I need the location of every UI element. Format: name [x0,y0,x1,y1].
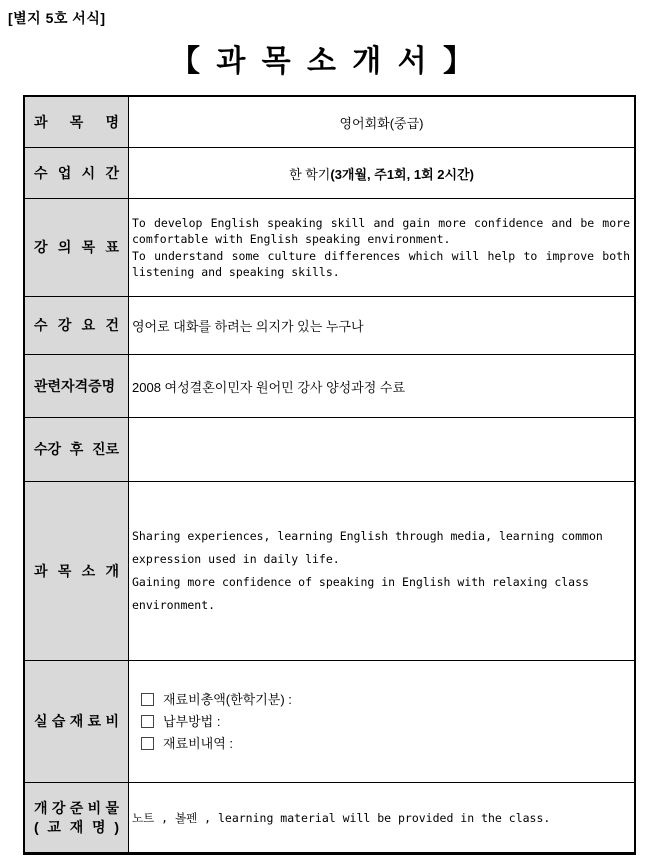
header-cell [25,418,129,481]
course-intro-line: environment. [132,598,216,612]
lecture-goal-line: To develop English speaking skill and gain more confidence and be more [132,215,630,230]
header-cell [25,783,129,852]
course-intro-line: expression used in daily life. [132,552,340,566]
checkbox-label: 납부방법 : [163,713,221,729]
checkbox-icon [141,693,154,706]
table-row-certification [25,354,634,417]
course-intro-line: Sharing experiences, learning English through media, learning common [132,529,603,543]
lecture-goal-line: comfortable with English speaking environment. [132,232,451,246]
value-cell [129,661,634,782]
header-cell [25,97,129,147]
certification-value: 2008 여성결혼이민자 원어민 강사 양성과정 수료 [132,379,406,395]
value-cell [129,783,634,852]
header-cell [25,148,129,198]
value-cell [129,297,634,354]
table-row-material-cost [25,660,634,782]
header-cell [25,661,129,782]
class-time-value: 한 학기 [289,166,331,182]
header-cell [25,482,129,660]
form-note: [별지 5호 서식] [8,10,106,26]
class-time-value-bold: (3개월, 주1회, 1회 2시간) [330,166,474,182]
table-row-requirements [25,296,634,354]
checkbox-icon [141,715,154,728]
value-cell [129,148,634,198]
table-row-class-materials [25,782,634,852]
header-label [25,799,128,837]
value-cell [129,482,634,660]
header-label: 과 목 명 [34,113,119,130]
material-cost-item [141,733,634,755]
checkbox-icon [141,737,154,750]
table-row-course-name [25,97,634,147]
header-cell [25,199,129,296]
material-cost-item [141,711,634,733]
value-cell [129,199,634,296]
header-label: 수 강 요 건 [34,317,119,333]
header-label-line1: 개 강 준 비 물 [34,799,119,816]
table-row-career-after [25,417,634,481]
header-label-line2: ( 교 재 명 ) [34,818,119,835]
lecture-goal-line: To understand some culture differences which will help to improve both [132,248,630,263]
table-row-class-time [25,147,634,198]
page-title: 【 과 목 소 개 서 】 [170,45,477,78]
checkbox-label: 재료비내역 : [163,735,234,751]
requirements-value: 영어로 대화를 하려는 의지가 있는 누구나 [132,319,364,334]
header-cell [25,297,129,354]
course-intro-line: Gaining more confidence of speaking in English with relaxing class [132,575,589,589]
value-cell [129,355,634,417]
course-name-value: 영어회화(중급) [339,115,424,131]
material-cost-item [141,689,634,711]
header-cell [25,355,129,417]
header-label: 수 업 시 간 [34,164,119,181]
lecture-goal-line: listening and speaking skills. [132,265,340,279]
header-label: 관련자격증명 [34,377,116,394]
class-materials-value: 노트 , 볼펜 , learning material will be provided in the class. [132,810,551,825]
header-label: 강 의 목 표 [34,239,119,255]
table-row-lecture-goals [25,198,634,296]
value-cell [129,97,634,147]
table-row-course-intro [25,481,634,660]
course-intro-table [23,95,636,855]
value-cell [129,418,634,481]
header-label: 실 습 재 료 비 [34,713,119,729]
header-label: 과 목 소 개 [34,562,119,579]
checkbox-label: 재료비총액(한학기분) : [163,691,292,707]
header-label: 수강 후 진로 [34,441,119,457]
